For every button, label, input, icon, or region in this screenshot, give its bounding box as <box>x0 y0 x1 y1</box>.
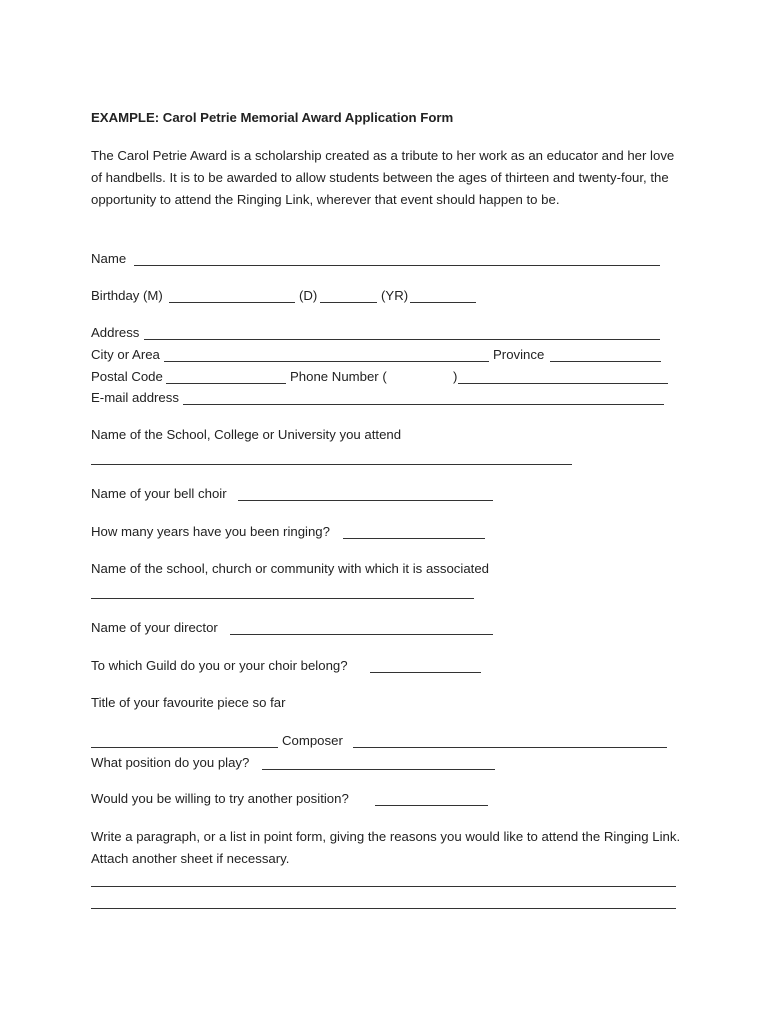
birthday-month-label: Birthday (M) <box>91 288 163 303</box>
address-label: Address <box>91 325 140 340</box>
postal-code-field[interactable] <box>166 383 286 384</box>
years-ringing-label: How many years have you been ringing? <box>91 524 330 539</box>
composer-field[interactable] <box>353 747 667 748</box>
address-field[interactable] <box>144 339 660 340</box>
form-title: EXAMPLE: Carol Petrie Memorial Award Application Form <box>91 110 454 125</box>
another-position-label: Would you be willing to try another position? <box>91 791 349 806</box>
birthday-year-field[interactable] <box>410 302 476 303</box>
phone-close-paren: ) <box>453 369 458 384</box>
association-field[interactable] <box>91 598 474 599</box>
association-label: Name of the school, church or community with which it is associated <box>91 561 489 576</box>
director-label: Name of your director <box>91 620 218 635</box>
favourite-piece-label: Title of your favourite piece so far <box>91 695 286 710</box>
phone-field[interactable] <box>458 383 668 384</box>
province-field[interactable] <box>550 361 661 362</box>
director-field[interactable] <box>230 634 493 635</box>
province-label: Province <box>493 347 545 362</box>
email-label: E-mail address <box>91 390 179 405</box>
position-field[interactable] <box>262 769 495 770</box>
name-field[interactable] <box>134 265 660 266</box>
composer-label: Composer <box>282 733 343 748</box>
city-label: City or Area <box>91 347 160 362</box>
bell-choir-field[interactable] <box>238 500 493 501</box>
school-label: Name of the School, College or University you attend <box>91 427 402 442</box>
intro-paragraph: The Carol Petrie Award is a scholarship created as a tribute to her work as an educator and her love of handbells. It is to be awarded to allow students between the ages of thirteen and twenty-four, the opportunity to attend the Ringing Link, wherever that event should happen to be. <box>91 148 675 207</box>
guild-field[interactable] <box>370 672 481 673</box>
favourite-piece-field[interactable] <box>91 747 278 748</box>
birthday-day-label: (D) <box>299 288 318 303</box>
years-ringing-field[interactable] <box>343 538 485 539</box>
bell-choir-label: Name of your bell choir <box>91 486 227 501</box>
guild-label: To which Guild do you or your choir belong? <box>91 658 348 673</box>
birthday-month-field[interactable] <box>169 302 295 303</box>
paragraph-prompt: Write a paragraph, or a list in point form, giving the reasons you would like to attend the Ringing Link. Attach another sheet if necessary. <box>91 829 681 866</box>
email-field[interactable] <box>183 404 664 405</box>
birthday-day-field[interactable] <box>320 302 377 303</box>
position-label: What position do you play? <box>91 755 250 770</box>
another-position-field[interactable] <box>375 805 488 806</box>
name-label: Name <box>91 251 127 266</box>
paragraph-line-2[interactable] <box>91 908 676 909</box>
paragraph-line-1[interactable] <box>91 886 676 887</box>
school-field[interactable] <box>91 464 572 465</box>
postal-code-label: Postal Code <box>91 369 163 384</box>
phone-label: Phone Number ( <box>290 369 387 384</box>
birthday-year-label: (YR) <box>381 288 409 303</box>
city-field[interactable] <box>164 361 489 362</box>
